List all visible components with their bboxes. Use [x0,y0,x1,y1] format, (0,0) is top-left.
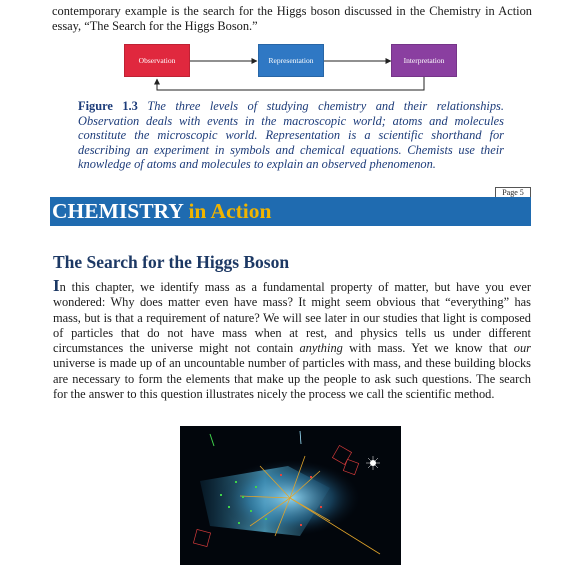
collision-illustration [180,426,401,565]
body-part-2: with mass. Yet we know that [342,341,514,356]
article-title: The Search for the Higgs Boson [53,252,290,272]
banner-title-main: CHEMISTRY [52,199,184,223]
drop-cap: I [53,276,60,295]
article-body [53,278,531,402]
emphasis-our: our [513,341,531,356]
emphasis-anything: anything [299,341,343,356]
banner-title [52,198,271,225]
arrow-interpretation-to-observation [157,77,424,90]
banner-title-accent: in Action [188,199,272,223]
observation-box: Observation [124,44,190,77]
intro-paragraph: contemporary example is the search for the Higgs boson discussed in the Chemistry in Action essay, “The Search for the Higgs Boson.” [52,4,532,33]
figure-label: Figure 1.3 [78,99,138,113]
body-part-3: universe is made up of an uncountable number of particles with mass, and these building blocks are necessary to form the elements that make up the people to ask such questions. The search for the answer to this question illustrates nicely the process we call the scientific method. [53,356,531,402]
particle-collision-image [180,426,401,565]
interpretation-box: Interpretation [391,44,457,77]
page-number-tag: Page 5 [495,187,531,198]
representation-box: Representation [258,44,324,77]
caption-text: The three levels of studying chemistry and their relationships. Observation deals with events in the macroscopic world; atoms and molecules constitute the microscopic world. Representation is a scientific shorthand for describing an experiment in symbols and chemical equations. Chemists use their knowledge of atoms and molecules to explain an observed phenomenon. [78,99,504,172]
figure-caption [78,99,504,172]
body-part-1: n this chapter, we identify mass as a fundamental property of matter, but have you ever wondered: Why does matter even have mass? It might seem obvious that “everything” has mass, but is that a requirement of nature? We will see later in our studies that light is composed of particles that do not have mass when at rest, and physics tells us under different circumstances the universe might not contain [53,280,531,356]
